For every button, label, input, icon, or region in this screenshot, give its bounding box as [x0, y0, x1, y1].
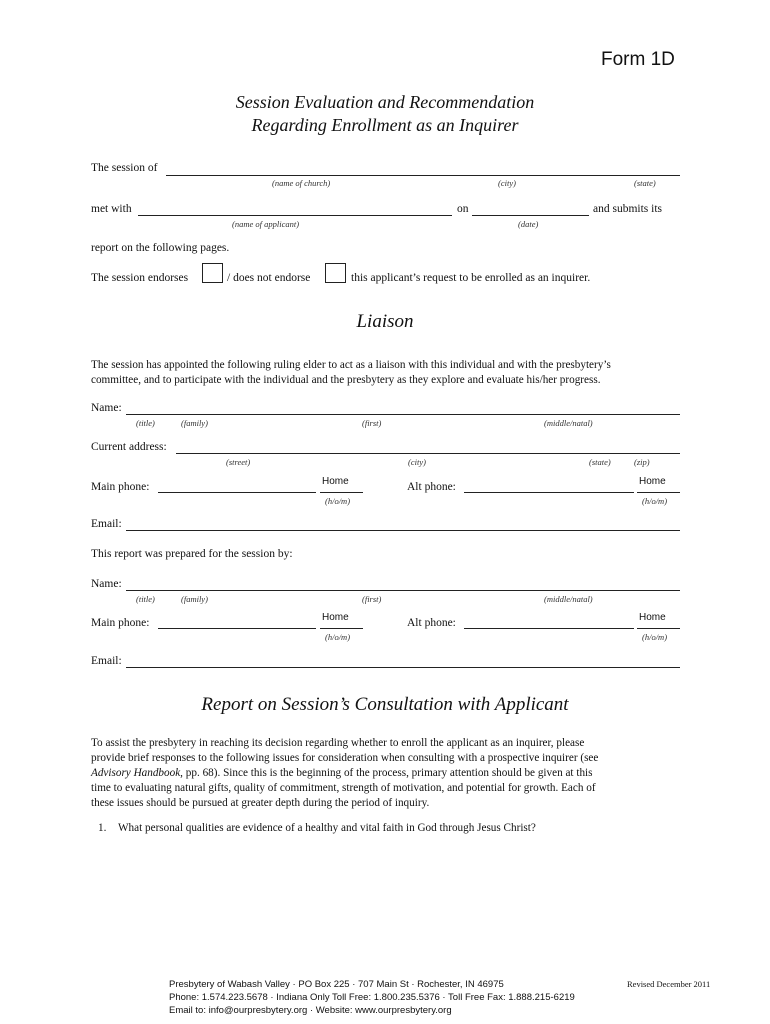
submits-label: and submits its [593, 203, 663, 215]
footer-phones: Phone: 1.574.223.5678 · Indiana Only Toll Free: 1.800.235.5376 · Toll Free Fax: 1.888.215-6219 [169, 992, 575, 1003]
preparer-alt-phone-label: Alt phone: [407, 617, 456, 629]
report-on-label: report on the following pages. [91, 242, 230, 254]
liaison-alt-phone-type-line [637, 492, 680, 493]
preparer-hint-first: (first) [362, 594, 382, 604]
question-1-number: 1. [98, 822, 107, 834]
liaison-address-field[interactable] [176, 453, 680, 454]
liaison-hint-zip: (zip) [634, 457, 650, 467]
liaison-alt-phone-label: Alt phone: [407, 481, 456, 493]
preparer-main-phone-label: Main phone: [91, 617, 150, 629]
liaison-hint-city: (city) [408, 457, 426, 467]
report-para-line4: time to evaluating natural gifts, quality of commitment, strength of motivation, and potential for growth. Each of [91, 782, 596, 794]
preparer-email-field[interactable] [126, 667, 680, 668]
page-title-line1: Session Evaluation and Recommendation [235, 92, 535, 112]
not-endorse-checkbox[interactable] [325, 263, 346, 283]
liaison-alt-phone-type[interactable]: Home [639, 476, 666, 487]
hint-date: (date) [518, 219, 539, 229]
liaison-main-phone-type-line [320, 492, 363, 493]
preparer-intro: This report was prepared for the session by: [91, 548, 293, 560]
liaison-hint-hom-alt: (h/o/m) [642, 496, 668, 506]
preparer-hint-family: (family) [181, 594, 208, 604]
met-with-label: met with [91, 203, 132, 215]
report-para-line5: these issues should be pursued at greater depth during the period of inquiry. [91, 797, 430, 809]
liaison-hint-street: (street) [226, 457, 251, 467]
liaison-hint-hom-main: (h/o/m) [325, 496, 351, 506]
liaison-hint-title: (title) [136, 418, 155, 428]
liaison-name-field[interactable] [126, 414, 680, 415]
liaison-hint-family: (family) [181, 418, 208, 428]
preparer-hint-title: (title) [136, 594, 155, 604]
preparer-email-label: Email: [91, 655, 122, 667]
liaison-heading: Liaison [356, 311, 414, 332]
preparer-main-phone-field[interactable] [158, 628, 316, 629]
liaison-hint-state: (state) [589, 457, 611, 467]
report-para-line3-rest: pp. 68). Since this is the beginning of the process, primary attention should be given at this [182, 767, 593, 779]
liaison-hint-middle: (middle/natal) [544, 418, 593, 428]
liaison-email-field[interactable] [126, 530, 680, 531]
form-id: Form 1D [601, 49, 675, 70]
preparer-alt-phone-type[interactable]: Home [639, 612, 666, 623]
preparer-hint-hom-main: (h/o/m) [325, 632, 351, 642]
church-city-state-field[interactable] [166, 175, 680, 176]
preparer-main-phone-type-line [320, 628, 363, 629]
preparer-hint-middle: (middle/natal) [544, 594, 593, 604]
liaison-main-phone-field[interactable] [158, 492, 316, 493]
liaison-hint-first: (first) [362, 418, 382, 428]
revised-date: Revised December 2011 [627, 979, 711, 989]
report-para-line1: To assist the presbytery in reaching its decision regarding whether to enroll the applicant as an inquirer, please [91, 737, 585, 749]
hint-applicant: (name of applicant) [232, 219, 300, 229]
endorses-label: The session endorses [91, 272, 189, 284]
liaison-name-label: Name: [91, 402, 122, 414]
request-label: this applicant’s request to be enrolled as an inquirer. [351, 272, 591, 284]
on-label: on [457, 203, 469, 215]
advisory-handbook-title: Advisory Handbook, [91, 767, 183, 779]
date-field[interactable] [472, 215, 589, 216]
preparer-alt-phone-type-line [637, 628, 680, 629]
applicant-name-field[interactable] [138, 215, 452, 216]
question-1-text: What personal qualities are evidence of a healthy and vital faith in God through Jesus Christ? [118, 822, 536, 834]
liaison-main-phone-type[interactable]: Home [322, 476, 349, 487]
liaison-intro-line2: committee, and to participate with the individual and the presbytery as they explore and evaluate his/her progress. [91, 374, 601, 386]
report-heading: Report on Session’s Consultation with Applicant [201, 694, 569, 715]
hint-state: (state) [634, 178, 656, 188]
footer-contact: Email to: info@ourpresbytery.org · Website: www.ourpresbytery.org [169, 1005, 452, 1016]
question-1-answer-area[interactable] [118, 842, 680, 962]
preparer-name-label: Name: [91, 578, 122, 590]
hint-church: (name of church) [272, 178, 331, 188]
preparer-hint-hom-alt: (h/o/m) [642, 632, 668, 642]
liaison-main-phone-label: Main phone: [91, 481, 150, 493]
session-of-label: The session of [91, 162, 158, 174]
footer-address: Presbytery of Wabash Valley · PO Box 225 · 707 Main St · Rochester, IN 46975 [169, 979, 504, 990]
endorse-checkbox[interactable] [202, 263, 223, 283]
liaison-alt-phone-field[interactable] [464, 492, 634, 493]
preparer-main-phone-type[interactable]: Home [322, 612, 349, 623]
does-not-endorse-label: / does not endorse [227, 272, 311, 284]
preparer-name-field[interactable] [126, 590, 680, 591]
report-para-line2: provide brief responses to the following issues for consideration when consulting with a prospective inquirer (see [91, 752, 599, 764]
liaison-email-label: Email: [91, 518, 122, 530]
preparer-alt-phone-field[interactable] [464, 628, 634, 629]
hint-city: (city) [498, 178, 516, 188]
page-title-line2: Regarding Enrollment as an Inquirer [251, 115, 519, 135]
report-para-line3 [91, 766, 593, 781]
liaison-intro-line1: The session has appointed the following ruling elder to act as a liaison with this individual and with the presbytery’s [91, 359, 611, 371]
liaison-address-label: Current address: [91, 441, 167, 453]
